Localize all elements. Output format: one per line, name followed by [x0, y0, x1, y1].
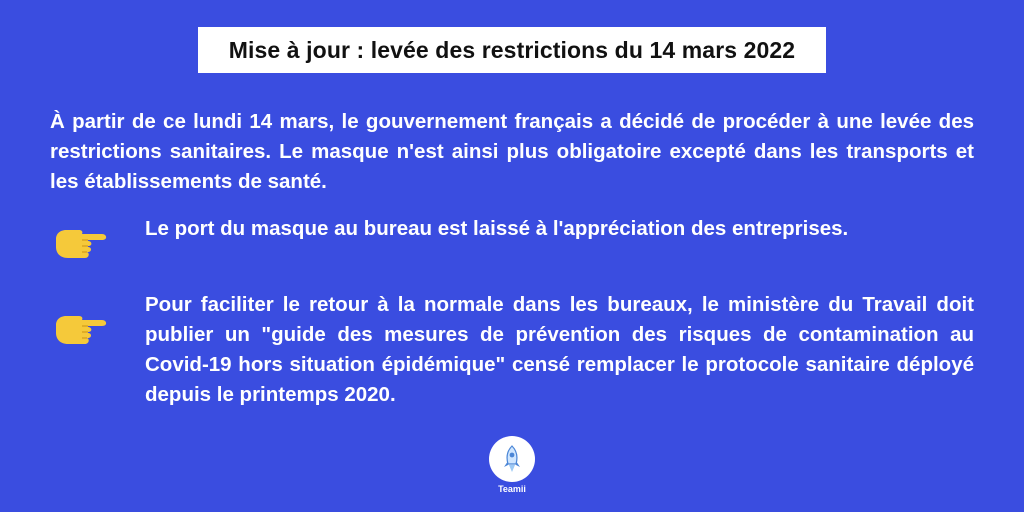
bullet-1-marker: [52, 225, 110, 265]
page-title: Mise à jour : levée des restrictions du 14 mars 2022: [228, 36, 796, 63]
intro-paragraph: À partir de ce lundi 14 mars, le gouvernement français a décidé de procéder à une levée des restrictions sanitaires. Le masque n'est ainsi plus obligatoire excepté dans les transports et les établissements de santé.: [50, 110, 974, 193]
bullet-2-text: Pour faciliter le retour à la normale dans les bureaux, le ministère du Travail doit publier un "guide des mesures de prévention des risques de contamination au Covid-19 hors situation épidémique" censé remplacer le protocole sanitaire déployé depuis le printemps 2020.: [145, 293, 974, 406]
bullet-1-text: Le port du masque au bureau est laissé à l'appréciation des entreprises.: [145, 217, 849, 240]
brand-name: Teamii: [498, 484, 526, 494]
brand-logo: [489, 436, 535, 482]
bullet-2-marker: [52, 311, 110, 351]
pointing-hand-icon: [52, 311, 110, 351]
pointing-hand-icon: [52, 225, 110, 265]
title-banner: [198, 27, 826, 73]
rocket-icon: [498, 444, 526, 474]
